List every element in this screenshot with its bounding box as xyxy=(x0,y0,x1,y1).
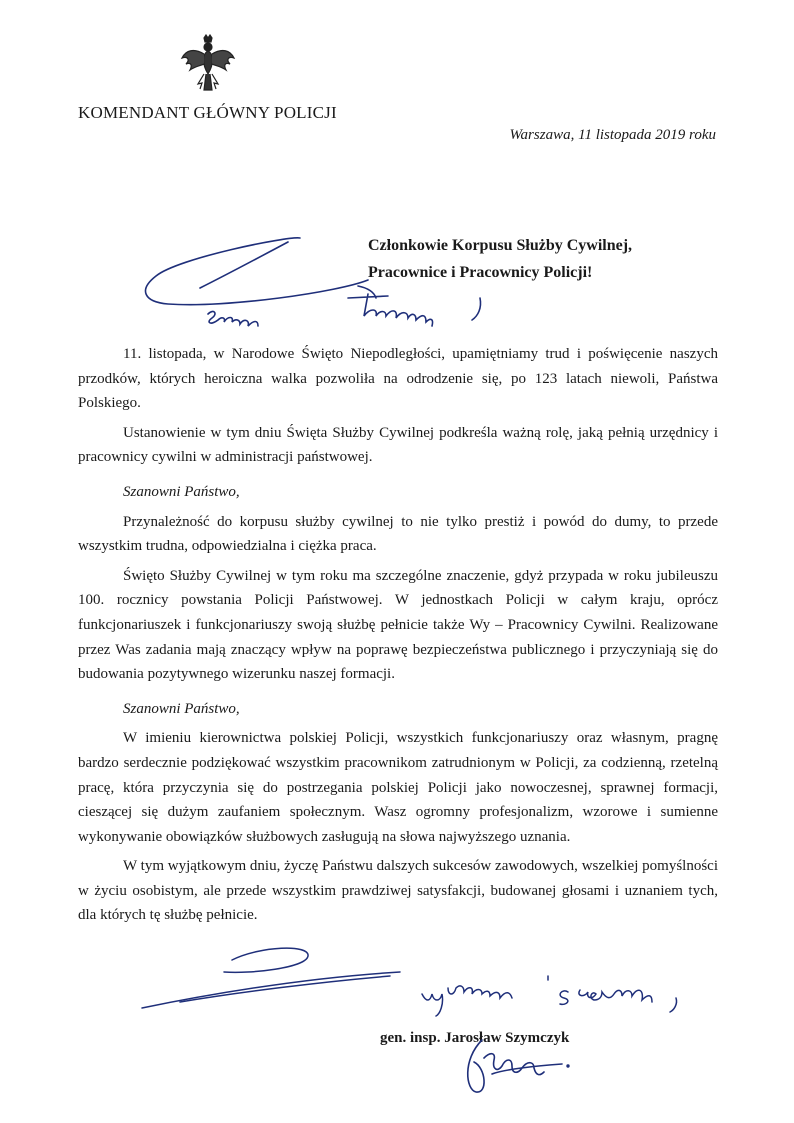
salutation-1: Szanowni Państwo, xyxy=(123,483,240,500)
signature-scribble xyxy=(452,1030,582,1100)
salutation-2: Szanowni Państwo, xyxy=(123,700,240,717)
paragraph-1: 11. listopada, w Narodowe Święto Niepodległości, upamiętniamy trud i poświęcenie naszych przodków, których heroiczna walka pozwoliła na odrodzenie się, po 123 latach niewoli, Państwa Polskiego. xyxy=(78,346,718,412)
paragraph-5: W imieniu kierownictwa polskiej Policji, wszystkich funkcjonariuszy oraz własnym, pragnę bardzo serdecznie podziękować wszystkim pracownikom zatrudnionym w Policji, za codzienną, rzetelną pracę, która przyczynia się do postrzegania polskiej Policji jako nowoczesnej, sprawnej formacji, cieszącej się dużym zaufaniem społecznym. Wasz ogromny profesjonalizm, wzorowe i sumienne wykonywanie obowiązków służbowych zasługują na słowa najwyższego uznania. xyxy=(78,730,718,845)
paragraph-6: W tym wyjątkowym dniu, życzę Państwu dalszych sukcesów zawodowych, wszelkiej pomyślności w życiu osobistym, ale przede wszystkim prawdziwej satysfakcji, budowanej głosami i uznaniem tych, dla których tę służbę pełnicie. xyxy=(78,858,718,924)
addressee-line-2: Pracownice i Pracownicy Policji! xyxy=(368,264,593,281)
addressee-line-1: Członkowie Korpusu Służby Cywilnej, xyxy=(368,237,633,254)
letter-body xyxy=(78,342,718,928)
place-and-date: Warszawa, 11 listopada 2019 roku xyxy=(509,127,716,143)
paragraph-2: Ustanowienie w tym dniu Święta Służby Cywilnej podkreśla ważną rolę, jaką pełnią urzędnicy i pracownicy cywilni w administracji państwowej. xyxy=(78,424,718,466)
paragraph-3: Przynależność do korpusu służby cywilnej to nie tylko prestiż i powód do dumy, to przede wszystkim trudna, odpowiedzialna i ciężka praca. xyxy=(78,513,718,555)
signature-loop-strokes xyxy=(140,938,440,1018)
handwritten-closing xyxy=(418,968,708,1018)
eagle-emblem-icon xyxy=(180,34,236,96)
issuer-title: KOMENDANT GŁÓWNY POLICJI xyxy=(78,103,337,122)
handwritten-greeting xyxy=(138,228,518,338)
paragraph-4: Święto Służby Cywilnej w tym roku ma szczególne znaczenie, gdyż przypada w roku jubileuszu 100. rocznicy powstania Policji Państwowej. W jednostkach Policji w całym kraju, oprócz funkcjonariuszek i funkcjonariuszy swoją służbę pełnicie także Wy – Pracownicy Cywilni. Realizowane przez Was zadania mają znaczący wpływ na poprawę bezpieczeństwa publicznego i przyczyniają się do budowania pozytywnego wizerunku naszej formacji. xyxy=(78,567,718,683)
signatory-name: gen. insp. Jarosław Szymczyk xyxy=(380,1030,570,1046)
